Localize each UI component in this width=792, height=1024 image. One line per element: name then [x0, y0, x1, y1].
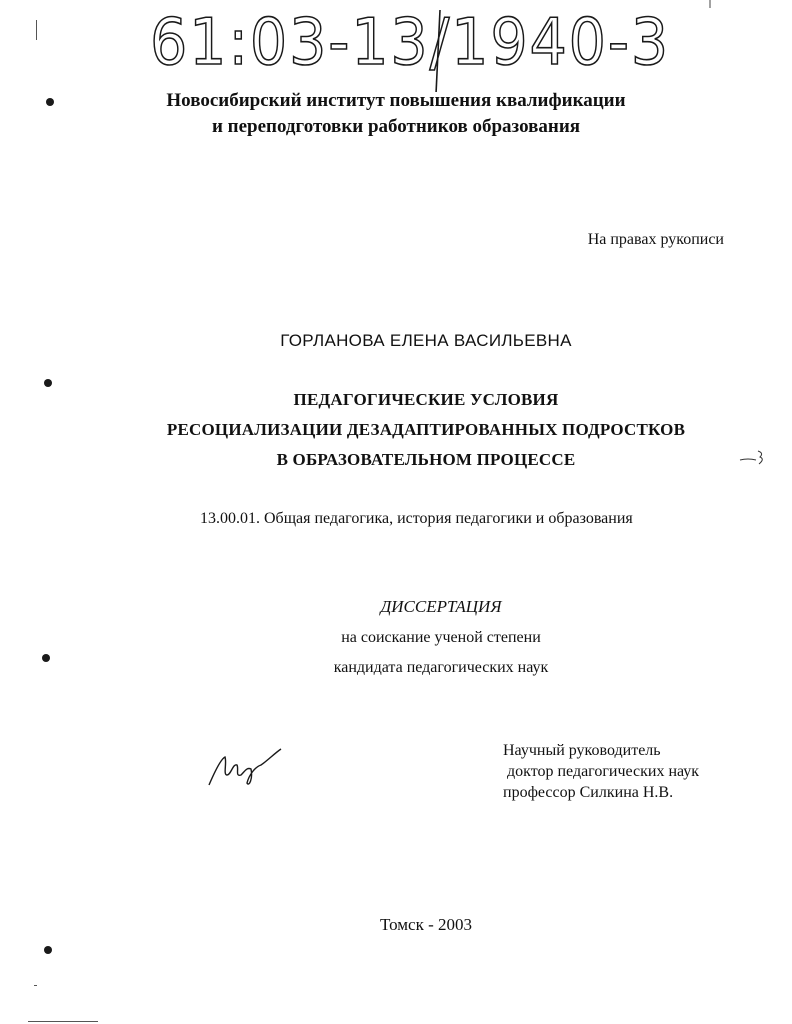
institution-line-2: и переподготовки работников образования	[211, 116, 581, 137]
title-line-3: В ОБРАЗОВАТЕЛЬНОМ ПРОЦЕССЕ	[276, 450, 576, 469]
supervisor-line-3: профессор Силкина Н.В.	[503, 784, 674, 801]
supervisor-block	[503, 740, 699, 803]
degree-line-2: кандидата педагогических наук	[333, 659, 549, 676]
title-line-1: ПЕДАГОГИЧЕСКИЕ УСЛОВИЯ	[293, 390, 559, 409]
supervisor-line-2: доктор педагогических наук	[507, 763, 700, 780]
degree-line-1: на соискание ученой степени	[341, 629, 541, 646]
handwritten-archive-code	[140, 2, 700, 92]
scan-speck	[28, 1021, 98, 1022]
title-line-2: РЕСОЦИАЛИЗАЦИИ ДЕЗАДАПТИРОВАННЫХ ПОДРОСТКОВ	[166, 420, 686, 439]
supervisor-line-1: Научный руководитель	[503, 742, 661, 759]
corner-mark	[700, 0, 720, 10]
dissertation-type: ДИССЕРТАЦИЯ	[380, 597, 502, 616]
dissertation-title	[30, 385, 792, 475]
city-year: Томск - 2003	[379, 915, 472, 934]
author-name: ГОРЛАНОВА ЕЛЕНА ВАСИЛЬЕВНА	[280, 331, 572, 350]
archive-code-text: 61:03-13/1940-3	[150, 6, 670, 80]
institution-name	[0, 88, 792, 140]
scan-speck	[34, 985, 37, 986]
punch-hole-mark	[44, 946, 52, 954]
specialty-code: 13.00.01. Общая педагогика, история педагогики и образования	[200, 510, 633, 527]
margin-pencil-mark	[738, 445, 768, 467]
author-signature	[205, 745, 285, 789]
scan-speck	[36, 20, 37, 40]
rights-note: На правах рукописи	[587, 231, 724, 248]
institution-line-1: Новосибирский институт повышения квалификации	[166, 90, 626, 111]
